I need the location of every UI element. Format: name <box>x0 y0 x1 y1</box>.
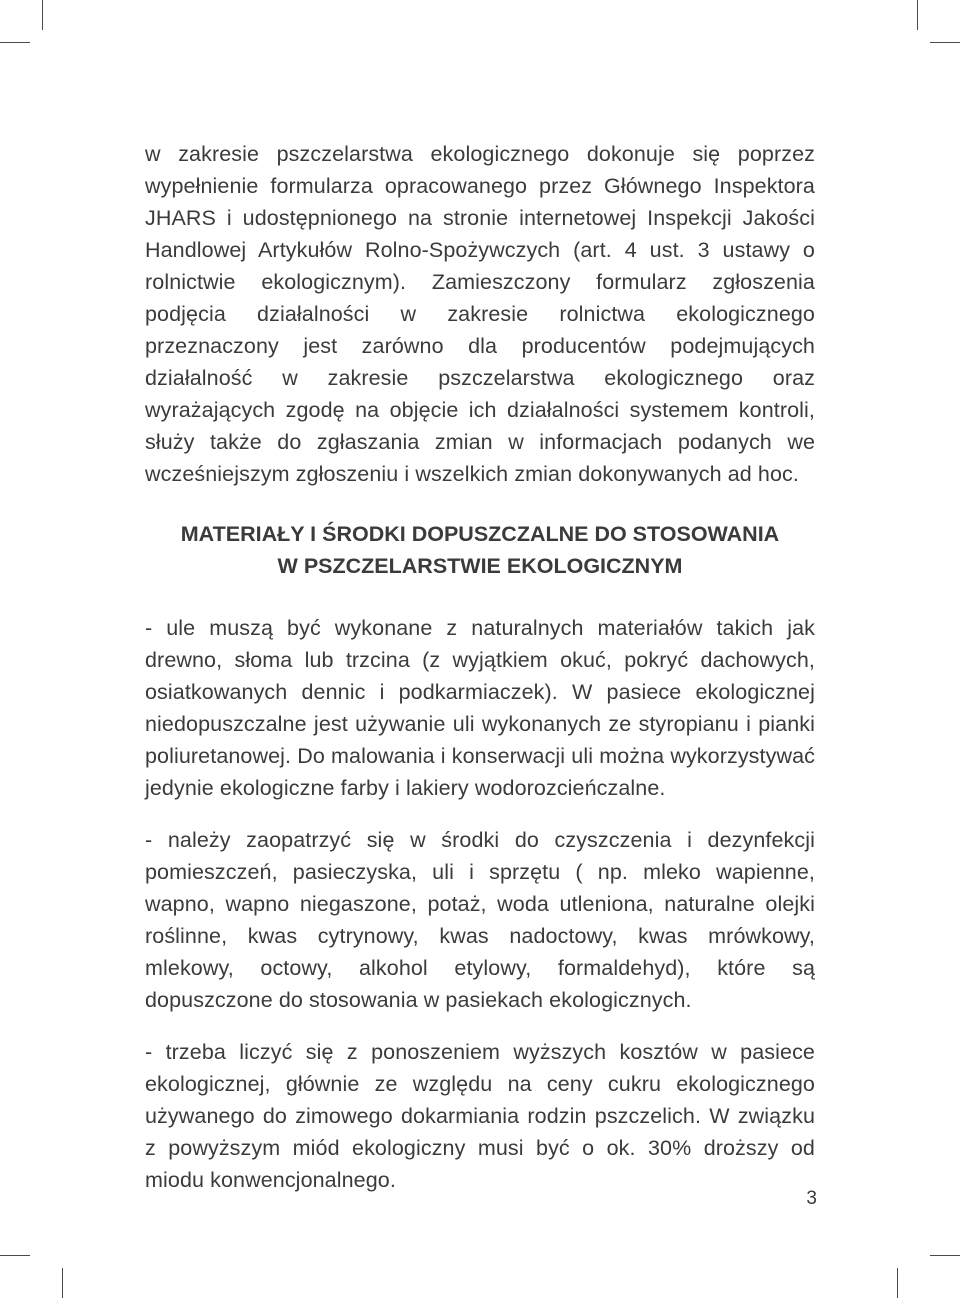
list-item: - ule muszą być wykonane z naturalnych materiałów takich jak drewno, słoma lub trzcina (z wyjątkiem okuć, pokryć dachowych, osiatkowanych dennic i podkarmiaczek). W pasiece ekologicznej niedopuszczalne jest używanie uli wykonanych ze styropianu i pianki poliuretanowej. Do malowania i konserwacji uli można wykorzystywać jedynie ekologiczne farby i lakiery wodorozcieńczalne. <box>145 616 815 800</box>
section-heading-line2: W PSZCZELARSTWIE EKOLOGICZNYM <box>277 554 683 578</box>
page-content <box>145 138 815 1216</box>
section-heading-line1: MATERIAŁY I ŚRODKI DOPUSZCZALNE DO STOSOWANIA <box>180 522 780 546</box>
section-heading <box>145 518 815 582</box>
crop-mark-bottom-left-h <box>0 1255 30 1256</box>
intro-paragraph: w zakresie pszczelarstwa ekologicznego dokonuje się poprzez wypełnienie formularza opracowanego przez Głównego Inspektora JHARS i udostępnionego na stronie internetowej Inspekcji Jakości Handlowej Artykułów Rolno-Spożywczych (art. 4 ust. 3 ustawy o rolnictwie ekologicznym). Zamieszczony formularz zgłoszenia podjęcia działalności w zakresie rolnictwa ekologicznego przeznaczony jest zarówno dla producentów podejmujących działalność w zakresie pszczelarstwa ekologicznego oraz wyrażających zgodę na objęcie ich działalności systemem kontroli, służy także do zgłaszania zmian w informacjach podanych we wcześniejszym zgłoszeniu i wszelkich zmian dokonywanych ad hoc. <box>145 142 815 486</box>
crop-mark-top-right-v <box>917 0 918 30</box>
crop-mark-top-left-v <box>42 0 43 30</box>
crop-mark-bottom-right-v <box>897 1268 898 1298</box>
list-item: - należy zaopatrzyć się w środki do czyszczenia i dezynfekcji pomieszczeń, pasieczyska, uli i sprzętu ( np. mleko wapienne, wapno, wapno niegaszone, potaż, woda utleniona, naturalne olejki roślinne, kwas cytrynowy, kwas nadoctowy, kwas mrówkowy, mlekowy, octowy, alkohol etylowy, formaldehyd), które są dopuszczone do stosowania w pasiekach ekologicznych. <box>145 828 815 1012</box>
crop-mark-top-left-h <box>0 42 30 43</box>
crop-mark-bottom-right-h <box>930 1255 960 1256</box>
list-item: - trzeba liczyć się z ponoszeniem wyższych kosztów w pasiece ekologicznej, głównie ze względu na ceny cukru ekologicznego używanego do zimowego dokarmiania rodzin pszczelich. W związku z powyższym miód ekologiczny musi być o ok. 30% droższy od miodu konwencjonalnego. <box>145 1040 815 1192</box>
crop-mark-bottom-left-v <box>62 1268 63 1298</box>
page-number: 3 <box>806 1188 817 1209</box>
crop-mark-top-right-h <box>930 42 960 43</box>
